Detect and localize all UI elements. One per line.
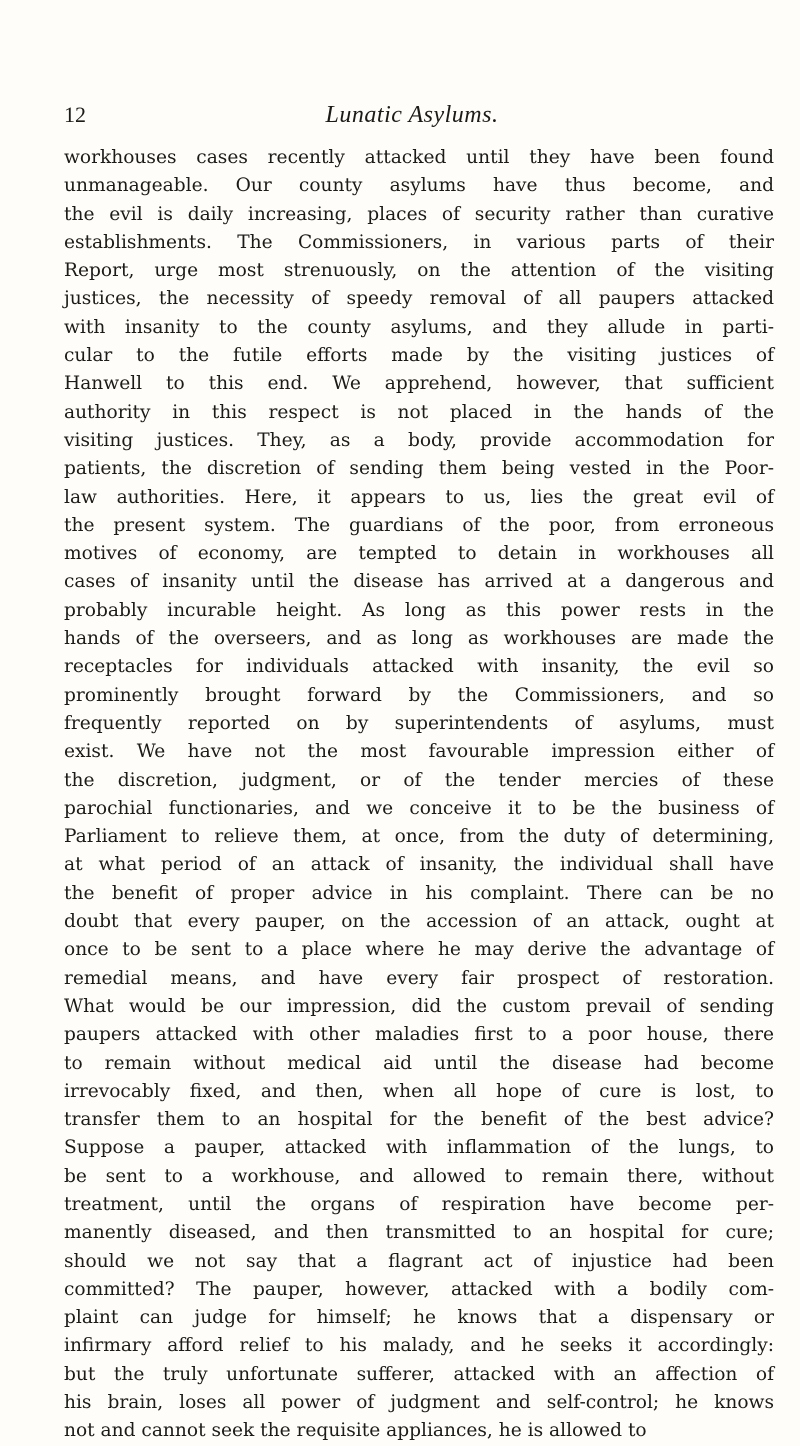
text-line: doubt that every pauper, on the accession of an attack, ought at	[64, 911, 774, 933]
text-line: to remain without medical aid until the disease had become	[64, 1052, 774, 1074]
text-line: Hanwell to this end. We apprehend, however, that sufficient	[64, 373, 774, 395]
text-line: establishments. The Commissioners, in various parts of their	[64, 231, 774, 253]
body-text	[64, 144, 774, 1446]
text-line: prominently brought forward by the Commissioners, and so	[64, 684, 774, 706]
text-line: remedial means, and have every fair prospect of restoration.	[64, 967, 774, 989]
text-line: unmanageable. Our county asylums have thus become, and	[64, 175, 774, 197]
text-line: should we not say that a flagrant act of injustice had been	[64, 1250, 774, 1272]
text-line: workhouses cases recently attacked until they have been found	[64, 147, 774, 168]
text-line: irrevocably fixed, and then, when all hope of cure is lost, to	[64, 1080, 774, 1102]
text-line: hands of the overseers, and as long as workhouses are made the	[64, 628, 774, 650]
text-line: parochial functionaries, and we conceive it to be the business of	[64, 797, 774, 819]
text-line: Parliament to relieve them, at once, from the duty of determining,	[64, 826, 774, 848]
text-line: motives of economy, are tempted to detain in workhouses all	[64, 543, 774, 565]
text-line: be sent to a workhouse, and allowed to remain there, without	[64, 1165, 774, 1187]
text-line: with insanity to the county asylums, and they allude in parti-	[64, 316, 774, 338]
text-line: patients, the discretion of sending them being vested in the Poor-	[64, 458, 774, 480]
text-line: infirmary afford relief to his malady, and he seeks it accordingly:	[64, 1335, 774, 1357]
text-line: receptacles for individuals attacked with insanity, the evil so	[64, 656, 774, 678]
text-line: his brain, loses all power of judgment and self-control; he knows	[64, 1392, 774, 1414]
text-line: probably incurable height. As long as this power rests in the	[64, 599, 774, 621]
text-line: the discretion, judgment, or of the tender mercies of these	[64, 769, 774, 791]
text-line: at what period of an attack of insanity, the individual shall have	[64, 854, 774, 876]
text-line: paupers attacked with other maladies first to a poor house, there	[64, 1024, 774, 1046]
text-line: Report, urge most strenuously, on the attention of the visiting	[64, 260, 774, 282]
text-line: What would be our impression, did the custom prevail of sending	[64, 995, 774, 1017]
text-line: law authorities. Here, it appears to us, lies the great evil of	[64, 486, 774, 508]
page-header	[64, 100, 760, 134]
text-line: treatment, until the organs of respiration have become per-	[64, 1193, 774, 1215]
text-line: the benefit of proper advice in his complaint. There can be no	[64, 882, 774, 904]
text-line: committed? The pauper, however, attacked with a bodily com-	[64, 1278, 774, 1300]
text-line: once to be sent to a place where he may derive the advantage of	[64, 939, 774, 961]
text-line: the evil is daily increasing, places of security rather than curative	[64, 203, 774, 225]
text-line: manently diseased, and then transmitted to an hospital for cure;	[64, 1222, 774, 1244]
text-line: the present system. The guardians of the poor, from erroneous	[64, 514, 774, 536]
text-line: authority in this respect is not placed in the hands of the	[64, 401, 774, 423]
text-line: visiting justices. They, as a body, provide accommodation for	[64, 429, 774, 451]
text-line: justices, the necessity of speedy removal of all paupers attacked	[64, 288, 774, 310]
text-line: cular to the futile efforts made by the visiting justices of	[64, 345, 774, 367]
page-number: 12	[64, 102, 86, 127]
text-line: but the truly unfortunate sufferer, attacked with an affection of	[64, 1363, 774, 1385]
text-line: frequently reported on by superintendents of asylums, must	[64, 712, 774, 734]
running-title: Lunatic Asylums.	[325, 102, 499, 128]
text-line: transfer them to an hospital for the benefit of the best advice?	[64, 1109, 774, 1131]
text-line: cases of insanity until the disease has arrived at a dangerous and	[64, 571, 774, 593]
text-line: not and cannot seek the requisite appliances, he is allowed to	[64, 1420, 647, 1442]
text-line: exist. We have not the most favourable impression either of	[64, 741, 774, 763]
text-line: plaint can judge for himself; he knows that a dispensary or	[64, 1307, 774, 1329]
text-line: Suppose a pauper, attacked with inflammation of the lungs, to	[64, 1137, 774, 1159]
